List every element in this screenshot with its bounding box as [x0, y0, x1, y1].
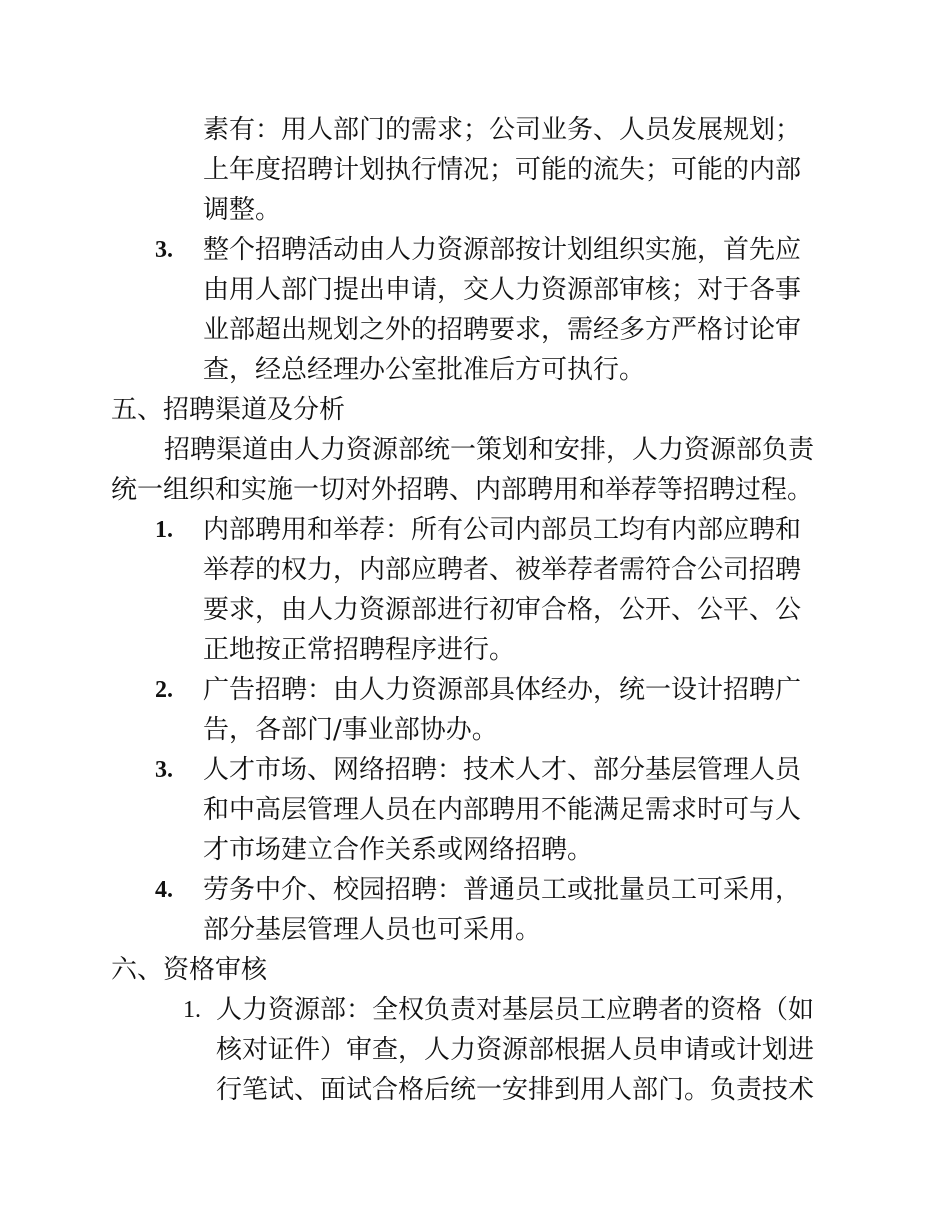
text-line: 查，经总经理办公室批准后方可执行。	[203, 355, 646, 385]
text-line: 广告招聘：由人力资源部具体经办，统一设计招聘广	[203, 675, 802, 705]
paragraph-line: 统一组织和实施一切对外招聘、内部聘用和举荐等招聘过程。	[111, 475, 814, 505]
text-line: 劳务中介、校园招聘：普通员工或批量员工可采用，	[203, 875, 802, 905]
section-heading: 六、资格审核	[111, 955, 268, 985]
text-line: 举荐的权力，内部应聘者、被举荐者需符合公司招聘	[203, 555, 802, 585]
text-line: 核对证件）审查，人力资源部根据人员申请或计划进	[216, 1035, 815, 1065]
paragraph-line: 招聘渠道由人力资源部统一策划和安排，人力资源部负责	[164, 435, 815, 465]
text-line: 人才市场、网络招聘：技术人才、部分基层管理人员	[203, 755, 802, 785]
list-number: 4.	[155, 877, 173, 903]
text-line: 行笔试、面试合格后统一安排到用人部门。负责技术	[216, 1075, 815, 1105]
section-heading: 五、招聘渠道及分析	[111, 395, 346, 425]
text-line: 部分基层管理人员也可采用。	[203, 915, 542, 945]
text-line: 要求，由人力资源部进行初审合格，公开、公平、公	[203, 595, 802, 625]
text-line: 业部超出规划之外的招聘要求，需经多方严格讨论审	[203, 315, 802, 345]
list-number: 3.	[155, 237, 173, 263]
text-line: 由用人部门提出申请，交人力资源部审核；对于各事	[203, 275, 802, 305]
list-number: 1.	[183, 997, 201, 1023]
text-line: 才市场建立合作关系或网络招聘。	[203, 835, 594, 865]
list-number: 2.	[155, 677, 173, 703]
text-line: 人力资源部：全权负责对基层员工应聘者的资格（如	[216, 995, 815, 1025]
list-number: 1.	[155, 517, 173, 543]
text-line: 和中高层管理人员在内部聘用不能满足需求时可与人	[203, 795, 802, 825]
text-line: 素有：用人部门的需求；公司业务、人员发展规划；	[203, 115, 802, 145]
text-line: 调整。	[203, 195, 282, 225]
list-number: 3.	[155, 757, 173, 783]
text-line: 内部聘用和举荐：所有公司内部员工均有内部应聘和	[203, 515, 802, 545]
text-line: 整个招聘活动由人力资源部按计划组织实施，首先应	[203, 235, 802, 265]
text-line: 告，各部门/事业部协办。	[203, 715, 498, 745]
text-line: 正地按正常招聘程序进行。	[203, 635, 516, 665]
text-line: 上年度招聘计划执行情况；可能的流失；可能的内部	[203, 155, 802, 185]
